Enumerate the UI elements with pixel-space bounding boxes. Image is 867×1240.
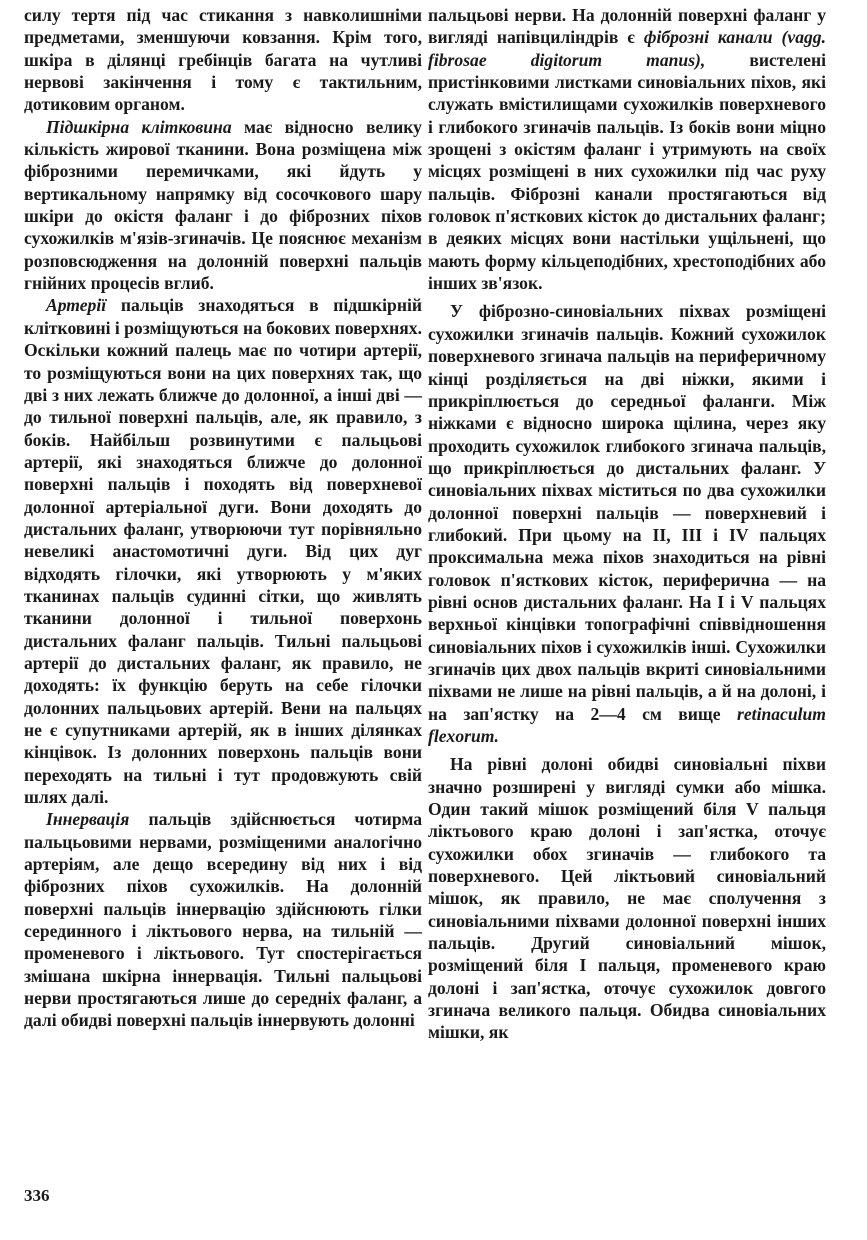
paragraph-text: пальців здійснюється чотирма пальцьовими нервами, розміщеними аналогічно артеріям, але дещо всередину від них і від фіброзних піхов сухожилків. На долонній поверхні пальців іннервацію здійснюють гілки серединного і ліктьового нерва, на тильній — променевого і ліктьового. Тут спостерігається змішана шкірна іннервація. Тильні пальцьові нерви простягаються лише до середніх фаланг, а далі обидві поверхні пальців іннервують долонні — [24, 809, 422, 1031]
left-column — [24, 4, 422, 1032]
paragraph-text: має відносно велику кількість жирової тканини. Вона розміщена між фіброзними перемичками, які йдуть у вертикальному напрямку від сосочкового шару шкіри до окістя фаланг і до фіброзних піхов сухожилків м'язів-згиначів. Це пояснює механізм розповсюдження на долонній поверхні пальців гнійних процесів вглиб. — [24, 116, 422, 294]
term-innervation: Іннервація — [46, 809, 130, 830]
paragraph-text: вистелені пристінковими листками синовіальних піхов, які служать вмістилищами сухожилків поверхневого і глибокого згиначів пальців. Із боків вони міцно зрощені з окістям фаланг і утримують на своїх місцях розміщені в них сухожилки під час руху пальців. Фіброзні канали простягаються від головок п'ясткових кісток до дистальних фаланг; в деяких місцях вони настільки ущільнені, що мають форму кільцеподібних, хрестоподібних або інших зв'язок. — [428, 49, 826, 294]
paragraph-text: У фіброзно-синовіальних піхвах розміщені сухожилки згиначів пальців. Кожний сухожилок поверхневого згинача пальців на периферичному кінці розділяється на дві ніжки, якими і прикріплюється до середньої фаланги. Між ніжками є відносно широка щілина, через яку проходить сухожилок глибокого згинача пальців, що прикріплюється до дистальних фаланг. У синовіальних піхвах міститься по два сухожилки долонної поверхні пальців — поверхневий і глибокий. При цьому на II, III і IV пальцях проксимальна межа піхов знаходиться на рівні головок п'ясткових кісток, периферична — на рівні основ дистальних фаланг. На I і V пальцях верхньої кінцівки топографічні співвідношення синовіальних піхов і сухожилків інші. Сухожилки згиначів цих двох пальців вкриті синовіальними піхвами не лише на рівні пальців, а й на долоні, і на зап'ястку на 2—4 см вище — [428, 301, 826, 724]
paragraph-innervation — [24, 808, 422, 1031]
term-arteries: Артерії — [46, 295, 107, 316]
term-subcutaneous-tissue: Підшкірна клітковина — [46, 116, 232, 137]
right-column — [428, 4, 826, 1044]
term-retinaculum: retinaculum flexorum. — [428, 703, 826, 746]
paragraph-synovial-sacs: На рівні долоні обидві синовіальні піхви значно розширені у вигляді сумки або мішка. Один такий мішок розміщений біля V пальця ліктьового краю долоні і зап'ястка, оточує сухожилки обох згиначів — глибокого та поверхневого. Цей ліктьовий синовіальний мішок, як правило, не має сполучення з синовіальними піхвами долонної поверхні інших пальців. Другий синовіальний мішок, розміщений біля I пальця, променевого краю долоні і зап'ястка, оточує сухожилок довгого згинача великого пальця. Обидва синовіальних мішки, як — [428, 754, 826, 1043]
term-fibrous-canals: фіброзні канали (vagg. fibrosae digitorum manus), — [428, 27, 826, 70]
paragraph-arteries — [24, 294, 422, 808]
paragraph: силу тертя під час стикання з навколишніми предметами, зменшуючи ковзання. Крім того, шкіра в ділянці гребінців багата на чутливі нервові закінчення і тому є тактильним, дотиковим органом. — [24, 5, 422, 115]
paragraph-subcutaneous-tissue — [24, 116, 422, 295]
paragraph-flexor-tendons — [428, 300, 826, 747]
paragraph-fibrous-canals — [428, 4, 826, 294]
page-number: 336 — [24, 1186, 50, 1205]
paragraph-text: пальців знаходяться в підшкірній клітковині і розміщуються на бокових поверхнях. Оскільки кожний палець має по чотири артерії, то розміщуються вони на цих поверхнях так, що дві з них лежать ближче до долонної, а інші дві — до тильної поверхні пальців, але, як правило, з боків. Найбільш розвинутими є пальцьові артерії, які знаходяться ближче до долонної поверхні пальців і походять від поверхневої долонної артеріальної дуги. Вони доходять до дистальних фаланг, утворюючи тут порівняльно невеликі анастомотичні дуги. Від цих дуг відходять гілочки, які утворюють у м'яких тканинах пальців судинні сітки, що живлять тканини долонної і тильної поверхонь дистальних фаланг пальців. Тильні пальцьові артерії до дистальних фаланг, як правило, не доходять: їх функцію беруть на себе гілочки долонних пальцьових артерій. Вени на пальцях не є супутниками артерій, як в інших ділянках кінцівок. Із долонних поверхонь пальців вони переходять на тильні і тут продовжують свій шлях далі. — [24, 295, 422, 808]
paragraph-text: пальцьові нерви. На долонній поверхні фаланг у вигляді напівциліндрів є — [428, 5, 826, 48]
